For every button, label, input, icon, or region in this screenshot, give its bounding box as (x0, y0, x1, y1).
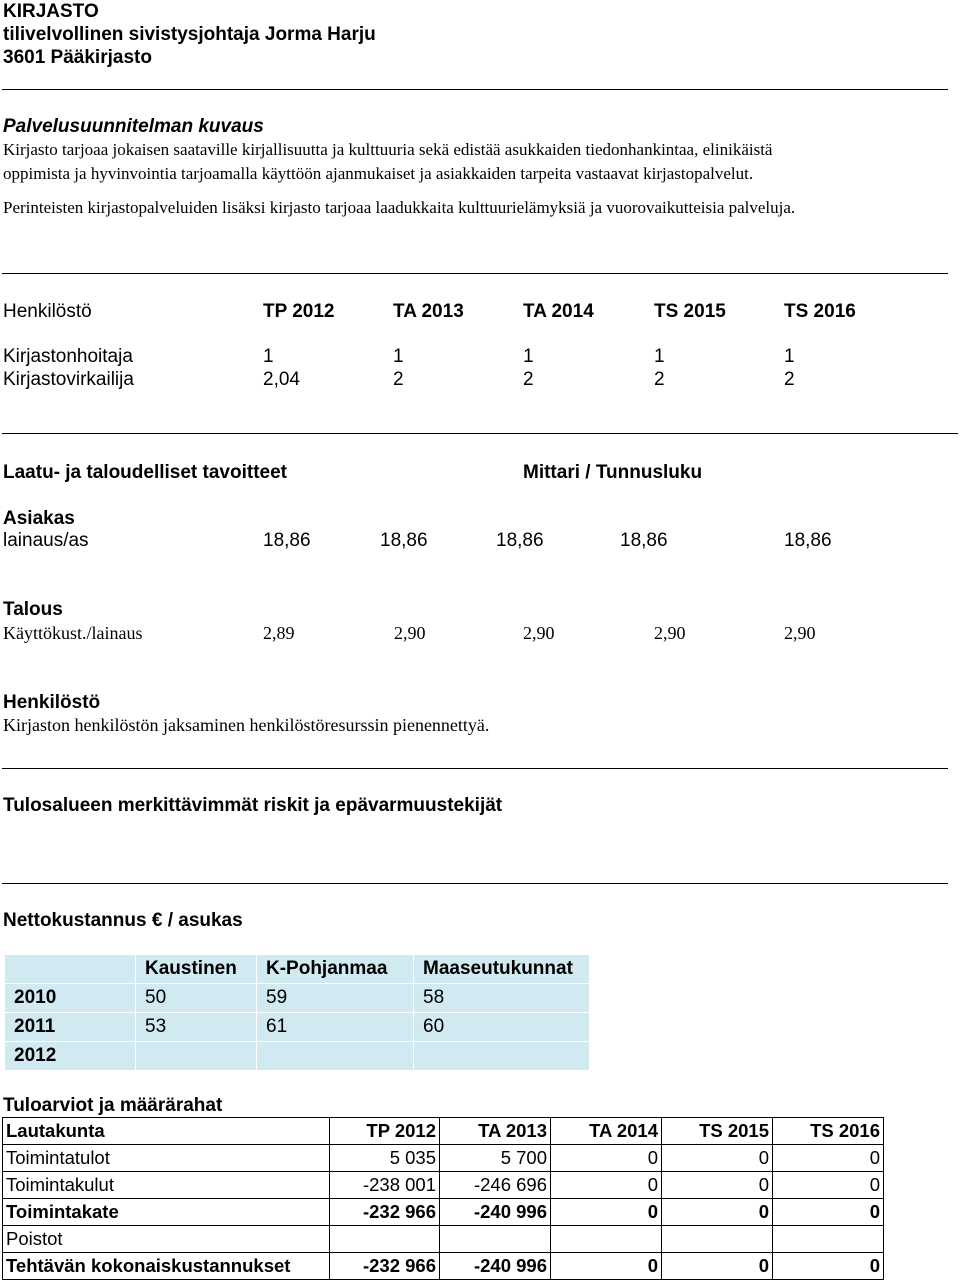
budget-heading: Tuloarviot ja määrärahat (3, 1095, 223, 1116)
column-header: TA 2013 (440, 1118, 551, 1145)
table-cell (440, 1226, 551, 1253)
staff-value: 2 (393, 369, 404, 390)
table-row (3, 1199, 884, 1226)
table-cell (662, 1226, 773, 1253)
staff-value: 2 (523, 369, 534, 390)
table-cell: 60 (414, 1013, 590, 1042)
personnel-heading: Henkilöstö (3, 692, 101, 713)
table-cell: -232 966 (330, 1199, 440, 1226)
table-cell: 0 (551, 1172, 662, 1199)
finance-heading: Talous (3, 599, 63, 620)
staff-value: 1 (393, 346, 404, 367)
table-cell: -240 996 (440, 1199, 551, 1226)
finance-metric-label: Käyttökust./lainaus (3, 623, 143, 643)
row-label: Poistot (3, 1226, 330, 1253)
customer-metric-value: 18,86 (784, 530, 832, 551)
table-cell: 0 (773, 1172, 884, 1199)
table-cell: 0 (551, 1199, 662, 1226)
customer-metric-value: 18,86 (496, 530, 544, 551)
divider (2, 883, 948, 884)
staff-value: 1 (654, 346, 665, 367)
table-cell: 0 (551, 1253, 662, 1280)
year-cell: 2010 (5, 984, 136, 1013)
table-cell (414, 1042, 590, 1071)
finance-metric-value: 2,90 (654, 623, 686, 643)
column-header: TP 2012 (330, 1118, 440, 1145)
table-cell: -232 966 (330, 1253, 440, 1280)
table-cell: 5 700 (440, 1145, 551, 1172)
table-cell: 53 (136, 1013, 257, 1042)
table-row (3, 1118, 884, 1145)
table-cell: 50 (136, 984, 257, 1013)
divider (2, 273, 948, 274)
table-row (5, 1042, 590, 1071)
staff-role: Kirjastonhoitaja (3, 346, 133, 367)
table-cell: 0 (773, 1253, 884, 1280)
divider (2, 768, 948, 769)
service-plan-text: oppimista ja hyvinvointia tarjoamalla käyttöön ajanmukaiset ja asiakkaiden tarpeita vastaavat kirjastopalvelut. (3, 164, 754, 183)
risks-heading: Tulosalueen merkittävimmät riskit ja epävarmuustekijät (3, 795, 503, 816)
table-cell: 0 (773, 1199, 884, 1226)
table-cell (551, 1226, 662, 1253)
report-title: KIRJASTO (3, 1, 99, 22)
net-cost-table (4, 954, 590, 1071)
customer-metric-value: 18,86 (620, 530, 668, 551)
service-plan-heading: Palvelusuunnitelman kuvaus (3, 116, 264, 137)
table-cell: 61 (257, 1013, 414, 1042)
finance-metric-value: 2,89 (263, 623, 295, 643)
staff-header-year: TS 2016 (784, 301, 856, 322)
staff-value: 2,04 (263, 369, 300, 390)
column-header: Maaseutukunnat (414, 955, 590, 984)
column-header: TS 2015 (662, 1118, 773, 1145)
table-row (3, 1145, 884, 1172)
finance-metric-value: 2,90 (523, 623, 555, 643)
staff-value: 2 (654, 369, 665, 390)
staff-header-year: TA 2013 (393, 301, 464, 322)
staff-header-label: Henkilöstö (3, 301, 92, 322)
table-row (3, 1226, 884, 1253)
finance-metric-value: 2,90 (394, 623, 426, 643)
staff-value: 1 (784, 346, 795, 367)
staff-value: 1 (523, 346, 534, 367)
responsible-person: tilivelvollinen sivistysjohtaja Jorma Harju (3, 24, 376, 45)
row-label: Toimintakulut (3, 1172, 330, 1199)
column-header: Lautakunta (3, 1118, 330, 1145)
personnel-text: Kirjaston henkilöstön jaksaminen henkilöstöresurssin pienennettyä. (3, 715, 490, 735)
row-label: Tehtävän kokonaiskustannukset (3, 1253, 330, 1280)
service-plan-text: Perinteisten kirjastopalveluiden lisäksi kirjasto tarjoaa laadukkaita kulttuurielämyksiä ja vuorovaikutteisia palveluja. (3, 198, 796, 217)
column-header: K-Pohjanmaa (257, 955, 414, 984)
table-cell: 0 (551, 1145, 662, 1172)
table-cell (257, 1042, 414, 1071)
customer-metric-value: 18,86 (380, 530, 428, 551)
table-cell: -246 696 (440, 1172, 551, 1199)
year-cell: 2012 (5, 1042, 136, 1071)
unit-name: 3601 Pääkirjasto (3, 47, 152, 68)
table-cell: -238 001 (330, 1172, 440, 1199)
staff-header-year: TA 2014 (523, 301, 594, 322)
year-cell: 2011 (5, 1013, 136, 1042)
table-cell (330, 1226, 440, 1253)
table-cell (136, 1042, 257, 1071)
staff-value: 2 (784, 369, 795, 390)
column-header: TA 2014 (551, 1118, 662, 1145)
customer-metric-label: lainaus/as (3, 530, 89, 551)
divider (2, 89, 948, 90)
column-header: TS 2016 (773, 1118, 884, 1145)
staff-value: 1 (263, 346, 274, 367)
row-label: Toimintatulot (3, 1145, 330, 1172)
net-cost-heading: Nettokustannus € / asukas (3, 910, 243, 931)
table-row (5, 1013, 590, 1042)
table-row (5, 955, 590, 984)
table-cell: 0 (773, 1145, 884, 1172)
table-row (3, 1172, 884, 1199)
staff-header-year: TS 2015 (654, 301, 726, 322)
table-cell: 0 (662, 1145, 773, 1172)
service-plan-text: Kirjasto tarjoaa jokaisen saataville kirjallisuutta ja kulttuuria sekä edistää asukkaiden tiedonhankintaa, elinikäistä (3, 140, 773, 159)
table-cell: -240 996 (440, 1253, 551, 1280)
table-cell: 0 (662, 1172, 773, 1199)
table-cell: 58 (414, 984, 590, 1013)
table-row (5, 984, 590, 1013)
table-cell: 0 (662, 1199, 773, 1226)
staff-header-year: TP 2012 (263, 301, 335, 322)
divider (2, 433, 958, 434)
table-cell (5, 955, 136, 984)
metric-heading: Mittari / Tunnusluku (523, 462, 703, 483)
customer-heading: Asiakas (3, 508, 75, 529)
goals-heading: Laatu- ja taloudelliset tavoitteet (3, 462, 287, 483)
table-cell: 59 (257, 984, 414, 1013)
row-label: Toimintakate (3, 1199, 330, 1226)
table-row (3, 1253, 884, 1280)
table-cell (773, 1226, 884, 1253)
finance-metric-value: 2,90 (784, 623, 816, 643)
table-cell: 5 035 (330, 1145, 440, 1172)
customer-metric-value: 18,86 (263, 530, 311, 551)
budget-table (2, 1117, 884, 1280)
table-cell: 0 (662, 1253, 773, 1280)
column-header: Kaustinen (136, 955, 257, 984)
staff-role: Kirjastovirkailija (3, 369, 134, 390)
